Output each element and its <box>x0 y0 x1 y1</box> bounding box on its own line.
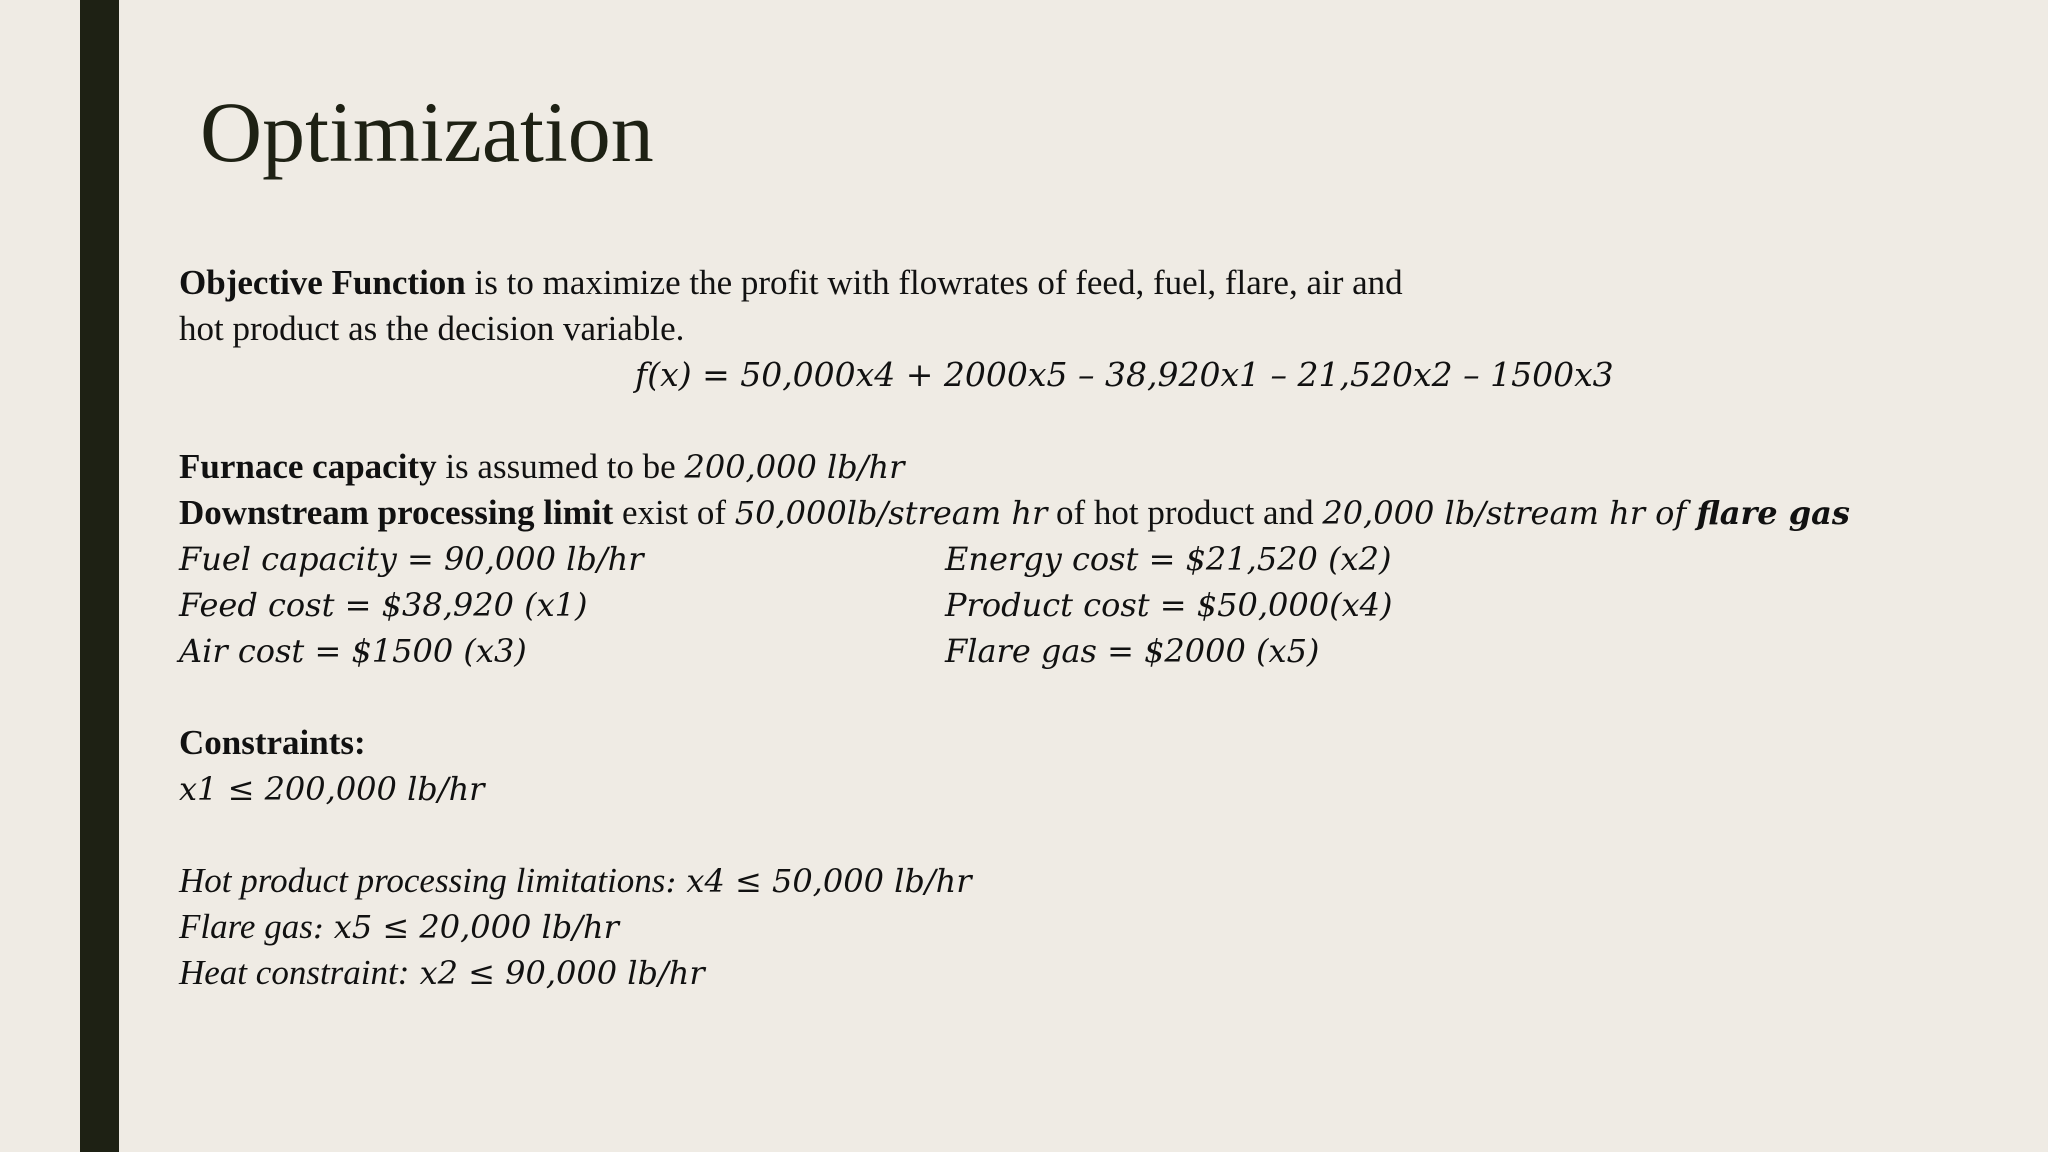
downstream-text-2: of hot product and <box>1047 493 1323 532</box>
furnace-line <box>179 444 904 490</box>
heat-expr: x2 ≤ 90,000 lb/hr <box>409 954 705 992</box>
hot-product-label: Hot product processing limitations <box>179 861 666 900</box>
downstream-text-1: exist of <box>613 493 735 532</box>
slide-title: Optimization <box>200 84 654 180</box>
furnace-heading: Furnace capacity <box>179 447 437 486</box>
constraints-title: Constraints: <box>179 723 366 762</box>
constraint-flare-gas <box>179 904 619 950</box>
downstream-value-2: 20,000 lb/stream hr of <box>1322 494 1697 532</box>
objective-line-2: hot product as the decision variable. <box>179 309 685 348</box>
constraint-heat <box>179 950 705 996</box>
product-cost: Product cost = $50,000(x4) <box>945 586 1393 624</box>
furnace-text: is assumed to be <box>436 447 685 486</box>
furnace-value: 200,000 lb/hr <box>684 448 905 486</box>
constraint-hot-product <box>179 858 972 904</box>
flare-gas-cost: Flare gas = $2000 (x5) <box>945 632 1320 670</box>
air-cost: Air cost = $1500 (x3) <box>179 632 527 670</box>
objective-line-1 <box>179 260 1403 306</box>
heat-label: Heat constraint: <box>179 953 410 992</box>
feed-cost: Feed cost = $38,920 (x1) <box>179 586 588 624</box>
downstream-value-3: flare gas <box>1696 494 1850 532</box>
fuel-capacity: Fuel capacity = 90,000 lb/hr <box>179 540 644 578</box>
energy-cost: Energy cost = $21,520 (x2) <box>945 540 1392 578</box>
objective-text-1: is to maximize the profit with flowrates of feed, fuel, flare, air and <box>465 263 1403 302</box>
accent-bar <box>80 0 119 1152</box>
downstream-value-1: 50,000lb/stream hr <box>734 494 1048 532</box>
flare-gas-label: Flare gas <box>179 907 313 946</box>
downstream-heading: Downstream processing limit <box>179 493 614 532</box>
constraint-x1: x1 ≤ 200,000 lb/hr <box>179 770 485 808</box>
objective-heading: Objective Function <box>179 263 466 302</box>
objective-equation: f(x) = 50,000x4 + 2000x5 – 38,920x1 – 21,520x2 – 1500x3 <box>635 355 1614 394</box>
flare-gas-expr: : x5 ≤ 20,000 lb/hr <box>312 908 619 946</box>
constraints-heading <box>179 720 366 766</box>
hot-product-expr: : x4 ≤ 50,000 lb/hr <box>665 862 972 900</box>
downstream-line <box>179 490 1850 536</box>
